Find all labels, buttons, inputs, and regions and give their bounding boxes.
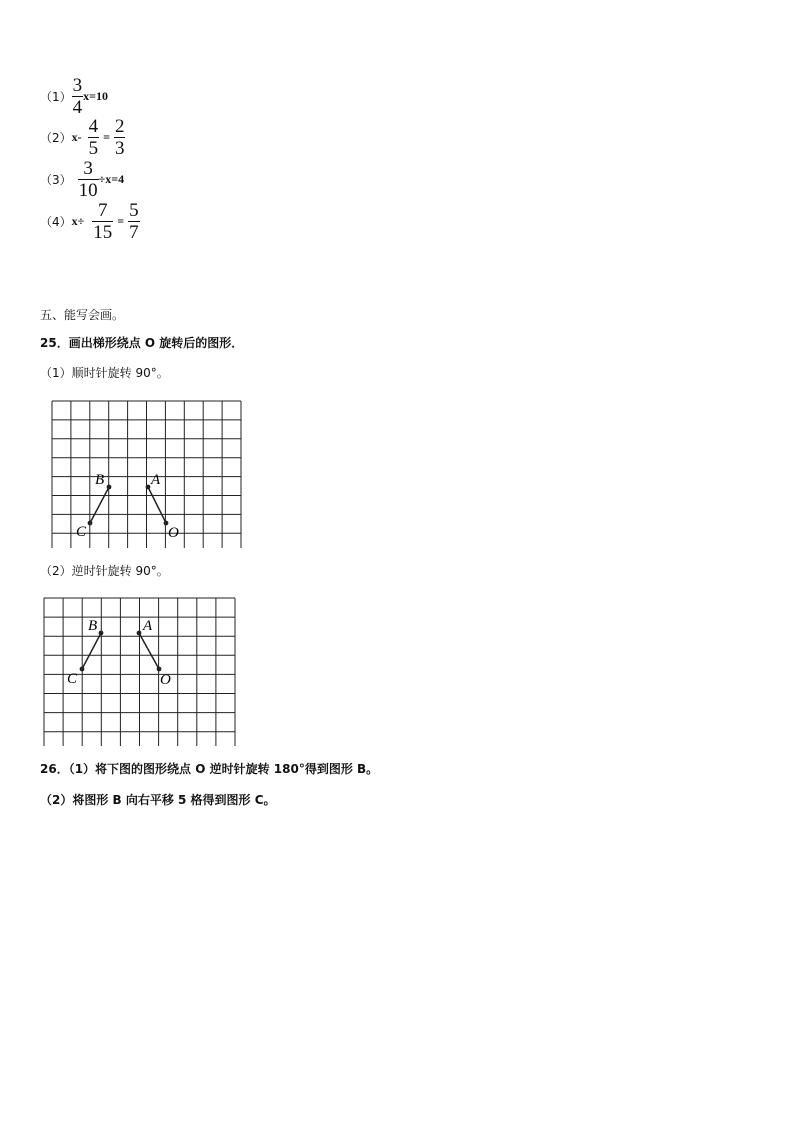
question-26-part-2: （2）将图形 B 向右平移 5 格得到图形 C。	[40, 793, 276, 807]
point-C	[80, 667, 85, 672]
section-title: 五、能写会画。	[40, 308, 125, 322]
equation-2	[40, 117, 125, 158]
fraction: $\frac{2}{3}$	[114, 116, 125, 159]
trapezoid-shape	[148, 487, 166, 523]
label-O: O	[168, 525, 179, 541]
label-A: A	[143, 618, 153, 634]
point-O	[157, 667, 162, 672]
question-25-part-2: （2）逆时针旋转 90°。	[40, 564, 169, 578]
fraction: $\frac{3}{4}$	[72, 75, 83, 118]
label-A: A	[151, 472, 161, 488]
point-A	[146, 485, 151, 490]
equation-label: （1）	[40, 90, 72, 104]
equation-equals: =	[117, 214, 125, 228]
trapezoid-shape	[90, 487, 109, 523]
grid-diagram-2	[42, 596, 242, 746]
equation-pre: x÷	[71, 214, 85, 228]
grid-diagram-1	[48, 398, 248, 548]
question-25-part-1: （1）顺时针旋转 90°。	[40, 366, 169, 380]
label-O: O	[160, 672, 171, 688]
fraction: $\frac{7}{15}$	[93, 200, 113, 243]
equation-equals: =	[103, 130, 110, 144]
question-25-stem: 25．画出梯形绕点 O 旋转后的图形．	[40, 336, 244, 350]
equation-label: （4）	[40, 215, 72, 229]
point-A	[137, 631, 142, 636]
question-26-part-1: 26．（1）将下图的图形绕点 O 逆时针旋转 180°得到图形 B。	[40, 762, 379, 776]
equation-tail: ÷x=4	[98, 172, 125, 186]
label-C: C	[67, 671, 78, 687]
point-B	[107, 485, 112, 490]
equation-1	[40, 76, 108, 117]
fraction: $\frac{3}{10}$	[78, 158, 98, 201]
fraction: $\frac{5}{7}$	[129, 200, 139, 243]
trapezoid-shape	[82, 633, 101, 669]
trapezoid-shape	[139, 633, 159, 669]
label-C: C	[76, 524, 87, 540]
equation-4	[40, 201, 140, 242]
equation-label: （2）	[40, 131, 72, 145]
fraction: $\frac{4}{5}$	[88, 116, 99, 159]
equation-3	[40, 159, 124, 200]
label-B: B	[88, 618, 98, 634]
label-B: B	[95, 472, 105, 488]
equation-tail: x=10	[83, 89, 108, 103]
equation-label: （3）	[40, 173, 72, 187]
equation-pre: x-	[71, 130, 82, 144]
point-C	[88, 521, 93, 526]
point-B	[99, 631, 104, 636]
